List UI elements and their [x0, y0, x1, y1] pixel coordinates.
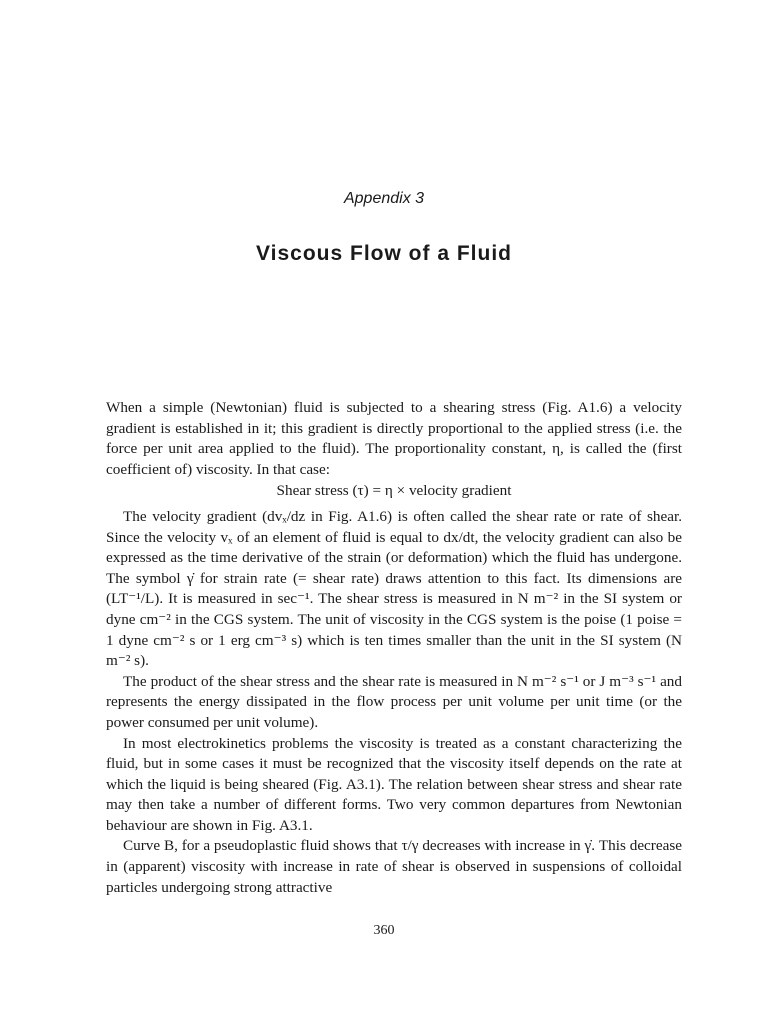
paragraph: When a simple (Newtonian) fluid is subjected to a shearing stress (Fig. A1.6) a velocity gradient is established in it; this gradient is directly proportional to the applied stress (i.e. the force per unit area applied to the fluid). The proportionality constant, η, is called the (first coefficient of) viscosity. In that case:	[106, 399, 682, 478]
paragraph: The product of the shear stress and the shear rate is measured in N m⁻² s⁻¹ or J m⁻³ s⁻¹ and represents the energy dissipated in the flow process per unit volume per unit time (or the power consumed per unit volume).	[106, 672, 682, 731]
appendix-label: Appendix 3	[343, 190, 425, 207]
body-text	[106, 398, 682, 898]
page-number: 360	[373, 923, 395, 938]
chapter-title: Viscous Flow of a Fluid	[256, 242, 512, 265]
paragraph: Curve B, for a pseudoplastic fluid shows that τ/γ decreases with increase in γ̇. This decrease in (apparent) viscosity with increase in rate of shear is observed in suspensions of colloidal particles undergoing strong attractive	[106, 837, 682, 896]
paragraph: In most electrokinetics problems the viscosity is treated as a constant characterizing the fluid, but in some cases it must be recognized that the viscosity itself depends on the rate at which the liquid is being sheared (Fig. A3.1). The relation between shear stress and shear rate may then take a number of different forms. Two very common departures from Newtonian behaviour are shown in Fig. A3.1.	[106, 734, 682, 834]
equation: Shear stress (τ) = η × velocity gradient	[276, 482, 512, 500]
paragraph: The velocity gradient (dvₓ/dz in Fig. A1.6) is often called the shear rate or rate of shear. Since the velocity vₓ of an element of fluid is equal to dx/dt, the velocity gradient can also be expressed as the time derivative of the strain (or deformation) which the fluid has undergone. The symbol γ̇ for strain rate (= shear rate) draws attention to this fact. Its dimensions are (LT⁻¹/L). It is measured in sec⁻¹. The shear stress is measured in N m⁻² in the SI system or dyne cm⁻² in the CGS system. The unit of viscosity in the CGS system is the poise (1 poise = 1 dyne cm⁻² s or 1 erg cm⁻³ s) which is ten times smaller than the unit in the SI system (N m⁻² s).	[106, 507, 682, 670]
